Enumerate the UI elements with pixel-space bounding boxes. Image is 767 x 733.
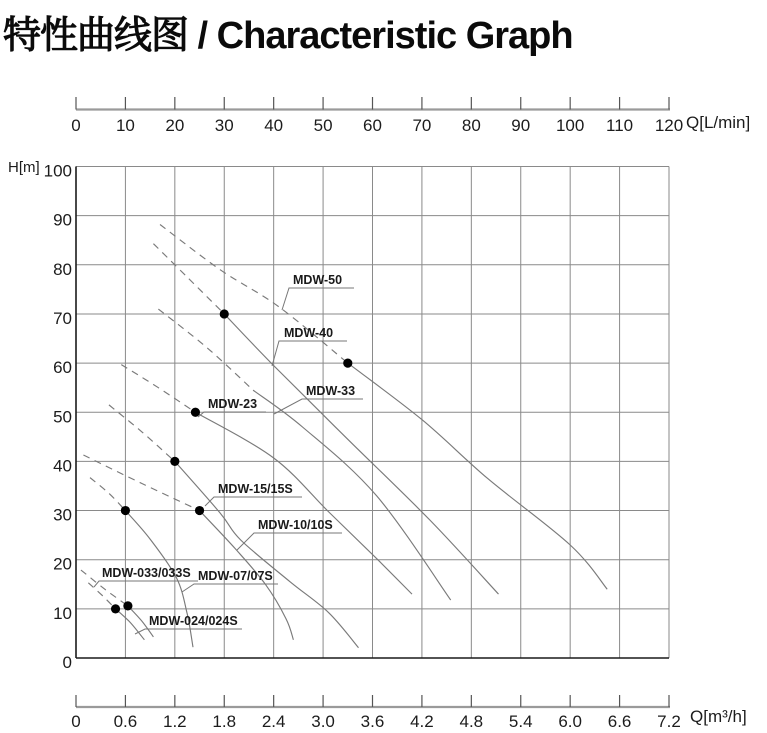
bottom-axis-tick-label: 5.4	[508, 712, 533, 731]
bottom-axis-tick-label: 2.4	[261, 712, 286, 731]
curve-label: MDW-40	[284, 326, 334, 340]
left-axis-tick-label: 0	[62, 653, 72, 672]
curve-mdw-33	[158, 309, 450, 600]
top-axis-tick-label: 100	[555, 116, 585, 135]
curve-label-leader	[282, 288, 354, 310]
left-axis-tick-label: 80	[53, 259, 72, 279]
left-axis-tick-label: 100	[43, 161, 72, 181]
left-axis-tick-label: 60	[53, 358, 72, 378]
curve-label: MDW-033/033S	[102, 566, 191, 580]
curve-dashed-segment	[158, 309, 253, 390]
bottom-axis-title: Q[m³/h]	[690, 707, 747, 726]
top-axis-tick-label: 10	[115, 116, 135, 135]
curve-rated-point-dot	[195, 506, 204, 515]
curve-label: MDW-10/10S	[258, 518, 333, 532]
curve-label: MDW-07/07S	[198, 569, 273, 583]
curve-rated-point-dot	[343, 359, 352, 368]
curve-label: MDW-15/15S	[218, 482, 293, 496]
curve-dashed-segment	[83, 455, 199, 510]
curve-solid-segment	[348, 363, 607, 589]
curve-rated-point-dot	[170, 457, 179, 466]
left-axis-title: H[m]	[8, 159, 40, 176]
curve-label: MDW-23	[208, 397, 258, 411]
curve-label-leader	[94, 581, 198, 587]
bottom-axis-tick-label: 6.0	[558, 712, 582, 731]
curve-rated-point-dot	[123, 601, 132, 610]
curve-rated-point-dot	[111, 604, 120, 613]
bottom-axis-tick-label: 3.6	[360, 712, 385, 731]
top-axis-tick-label: 90	[511, 116, 531, 135]
left-axis-tick-label: 10	[53, 603, 72, 623]
bottom-axis-tick-label: 7.2	[657, 712, 681, 731]
bottom-axis-tick-label: 4.2	[410, 712, 434, 731]
bottom-axis-tick-label: 1.8	[212, 712, 237, 731]
bottom-axis-tick-label: 1.2	[163, 712, 187, 731]
curve-dashed-segment	[90, 478, 125, 511]
curve-label: MDW-024/024S	[149, 614, 238, 628]
top-axis-title: Q[L/min]	[686, 113, 751, 132]
curve-label-leader	[205, 497, 302, 506]
left-axis-tick-label: 40	[53, 456, 72, 476]
top-axis-tick-label: 60	[363, 116, 382, 135]
curve-dashed-segment	[153, 244, 224, 314]
curve-label-leader	[182, 584, 278, 592]
top-axis-tick-label: 80	[461, 116, 481, 135]
curve-label: MDW-33	[306, 384, 356, 398]
bottom-axis-tick-label: 6.6	[607, 712, 632, 731]
page-title: 特性曲线图 / Characteristic Graph	[3, 15, 573, 57]
curve-dashed-segment	[160, 224, 348, 363]
curve-rated-point-dot	[220, 309, 229, 318]
top-axis-tick-label: 70	[412, 116, 432, 135]
curve-dashed-segment	[109, 405, 175, 462]
bottom-axis-tick-label: 0.6	[113, 712, 138, 731]
curve-solid-segment	[224, 314, 498, 594]
curve-mdw-033-033s	[81, 570, 153, 637]
top-axis-tick-label: 120	[654, 116, 684, 135]
left-axis-tick-label: 20	[53, 554, 72, 574]
curve-solid-segment	[195, 412, 412, 594]
top-axis-tick-label: 50	[313, 116, 333, 135]
left-axis-tick-label: 50	[53, 407, 72, 427]
left-axis-tick-label: 30	[53, 505, 72, 525]
curve-label-leader	[237, 533, 342, 550]
bottom-axis-tick-label: 3.0	[311, 712, 335, 731]
curve-rated-point-dot	[191, 408, 200, 417]
bottom-axis-tick-label: 0	[71, 712, 81, 731]
left-axis-tick-label: 90	[53, 210, 72, 230]
bottom-axis-tick-label: 4.8	[459, 712, 484, 731]
top-axis-tick-label: 40	[264, 116, 284, 135]
top-axis-tick-label: 30	[214, 116, 234, 135]
curve-mdw-024-024s	[88, 583, 144, 640]
curve-label: MDW-50	[293, 273, 343, 287]
curve-solid-segment	[116, 609, 145, 640]
curve-rated-point-dot	[121, 506, 130, 515]
curve-dashed-segment	[121, 365, 195, 413]
top-axis-tick-label: 110	[606, 116, 634, 135]
left-axis-tick-label: 70	[53, 308, 72, 328]
curve-mdw-40	[153, 244, 498, 594]
top-axis-tick-label: 0	[71, 116, 81, 135]
top-axis-tick-label: 20	[165, 116, 185, 135]
